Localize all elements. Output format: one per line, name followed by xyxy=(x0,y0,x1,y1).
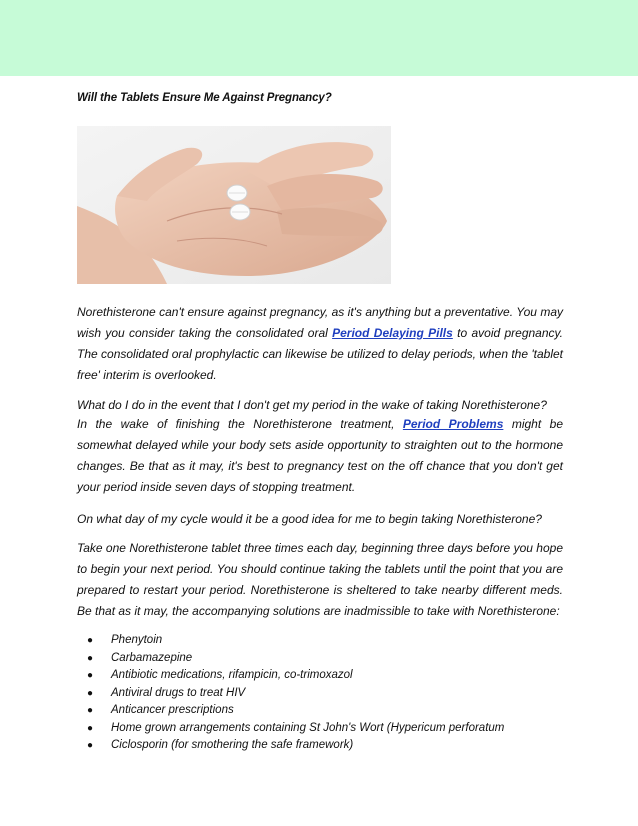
bullet-icon: ● xyxy=(87,687,94,699)
paragraph-dosage: Take one Norethisterone tablet three times each day, beginning three days before you hope to begin your next period. You should continue taking the tablets until the point that you are prepared to restart your period. Norethisterone is sheltered to take nearby different meds. Be that as it may, the accompanying solutions are inadmissible to take with Norethisterone: xyxy=(77,541,563,618)
hand-pills-illustration xyxy=(77,126,391,284)
list-item-text: Antibiotic medications, rifampicin, co-trimoxazol xyxy=(111,669,353,681)
period-delaying-pills-link[interactable]: Period Delaying Pills xyxy=(332,326,453,340)
bullet-icon: ● xyxy=(87,670,94,681)
question-cycle-day: On what day of my cycle would it be a good idea for me to begin taking Norethisterone? xyxy=(77,512,542,526)
bullet-icon: ● xyxy=(87,652,94,664)
bullet-icon: ● xyxy=(87,635,94,646)
list-item-text: Phenytoin xyxy=(111,634,163,646)
list-item xyxy=(87,685,563,703)
bullet-icon: ● xyxy=(87,740,94,751)
paragraph-text: might be somewhat delayed while your body sets aside opportunity to straighten out to the hormone changes. Be that as it may, it's best to pregnancy test on the off chance that you don't get your period inside seven days of stopping treatment. xyxy=(77,417,563,494)
list-item xyxy=(87,667,563,685)
hand-holding-pills-photo xyxy=(77,126,391,284)
list-item xyxy=(87,650,563,668)
list-item-text: Anticancer prescriptions xyxy=(111,704,234,716)
list-item xyxy=(87,737,563,755)
bullet-icon: ● xyxy=(87,705,94,716)
list-item xyxy=(87,720,563,738)
list-item xyxy=(87,632,563,650)
list-item-text: Antiviral drugs to treat HIV xyxy=(111,686,246,699)
header-band xyxy=(0,0,638,76)
list-item xyxy=(87,702,563,720)
paragraph-no-period xyxy=(77,414,563,498)
period-problems-link[interactable]: Period Problems xyxy=(402,417,504,431)
paragraph-text: to avoid pregnancy. The consolidated oral prophylactic can likewise be utilized to delay periods, when the 'tablet free' interim is overlooked. xyxy=(77,326,563,382)
list-item-text: Ciclosporin (for smothering the safe framework) xyxy=(111,739,354,751)
document-body xyxy=(77,92,563,755)
paragraph-text: Norethisterone can't ensure against pregnancy, as it's anything but a preventative. You may wish you consider taking the consolidated oral xyxy=(77,305,563,340)
page-title: Will the Tablets Ensure Me Against Pregnancy? xyxy=(77,92,332,104)
medication-list xyxy=(77,632,563,755)
question-no-period: What do I do in the event that I don't get my period in the wake of taking Norethisterone? xyxy=(77,398,547,412)
paragraph-text: In the wake of finishing the Norethisterone treatment, xyxy=(77,417,403,431)
list-item-text: Carbamazepine xyxy=(111,651,193,664)
paragraph-contraception xyxy=(77,302,563,386)
list-item-text: Home grown arrangements containing St John's Wort (Hypericum perforatum xyxy=(111,721,505,734)
bullet-icon: ● xyxy=(87,722,94,734)
